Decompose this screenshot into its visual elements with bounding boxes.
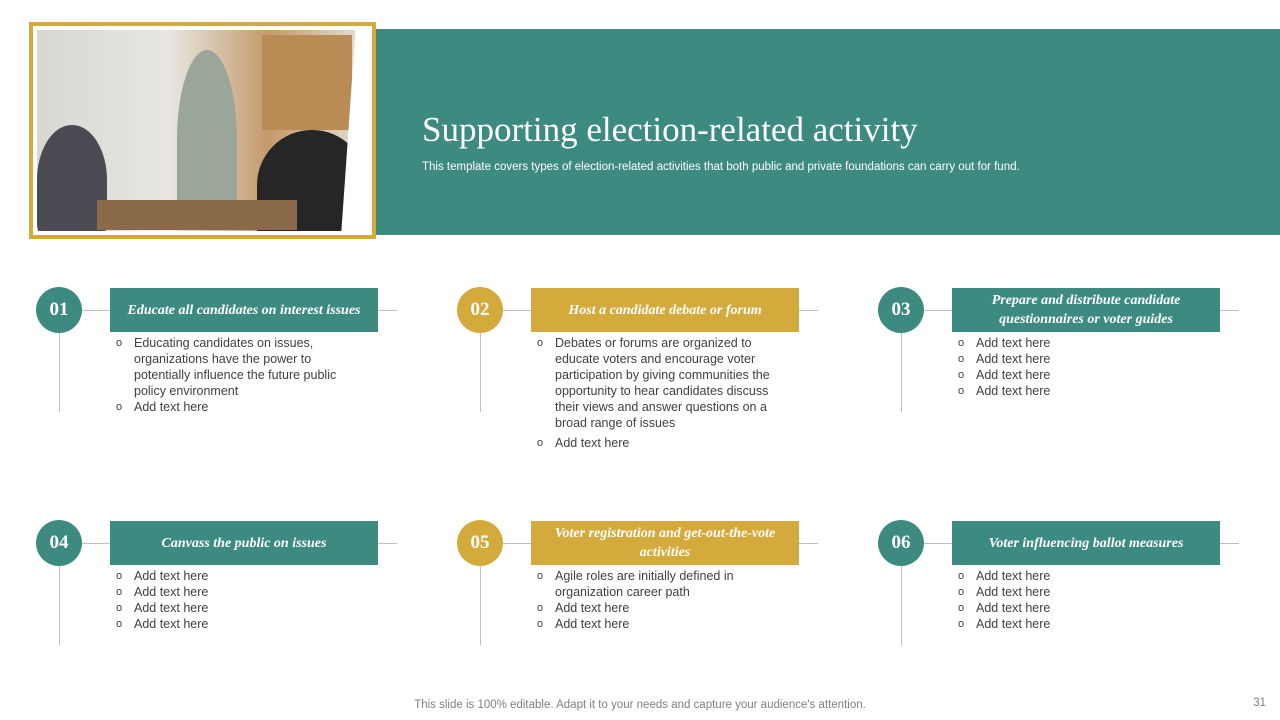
card-title: Voter registration and get-out-the-vote activities [531, 521, 799, 565]
page-title: Supporting election-related activity [422, 110, 918, 149]
step-number-badge: 01 [36, 287, 82, 333]
bullet-item: o Add text here [116, 584, 356, 600]
activity-card-05 [451, 513, 851, 693]
timeline-line [480, 333, 481, 412]
bullet-list [537, 335, 777, 451]
bullet-item: o Add text here [958, 616, 1198, 632]
bullet-item: o Educating candidates on issues, organizations have the power to potentially influence the future public policy environment [116, 335, 356, 399]
bullet-item: o Add text here [537, 435, 777, 451]
page-number: 31 [1253, 697, 1266, 709]
step-number-badge: 06 [878, 520, 924, 566]
bullet-item: o Add text here [958, 335, 1198, 351]
bullet-list [958, 335, 1198, 399]
footer-note: This slide is 100% editable. Adapt it to your needs and capture your audience's attention. [414, 699, 866, 711]
timeline-line [480, 566, 481, 645]
bullet-item: o Add text here [116, 568, 356, 584]
step-number-badge: 05 [457, 520, 503, 566]
activity-card-06 [872, 513, 1272, 693]
bullet-item: o Add text here [958, 351, 1198, 367]
step-number-badge: 02 [457, 287, 503, 333]
meeting-photo [29, 22, 376, 239]
bullet-item: o Add text here [958, 584, 1198, 600]
page-subtitle: This template covers types of election-related activities that both public and private foundations can carry out for fund. [422, 161, 1020, 173]
activity-card-04 [30, 513, 430, 693]
card-title: Canvass the public on issues [110, 521, 378, 565]
activity-card-03 [872, 280, 1272, 460]
bullet-list [958, 568, 1198, 632]
bullet-list [116, 335, 356, 415]
bullet-item: o Agile roles are initially defined in organization career path [537, 568, 777, 600]
bullet-item: o Debates or forums are organized to educate voters and encourage voter participation by giving communities the opportunity to hear candidates discuss their views and answer questions on a broad range of issues [537, 335, 777, 431]
timeline-line [901, 333, 902, 412]
card-title: Educate all candidates on interest issues [110, 288, 378, 332]
activity-card-01 [30, 280, 430, 460]
card-title: Host a candidate debate or forum [531, 288, 799, 332]
timeline-line [59, 333, 60, 412]
bullet-item: o Add text here [537, 616, 777, 632]
bullet-list [116, 568, 356, 632]
bullet-item: o Add text here [116, 616, 356, 632]
bullet-item: o Add text here [116, 600, 356, 616]
timeline-line [901, 566, 902, 645]
step-number-badge: 03 [878, 287, 924, 333]
card-title: Prepare and distribute candidate questionnaires or voter guides [952, 288, 1220, 332]
bullet-item: o Add text here [537, 600, 777, 616]
bullet-item: o Add text here [958, 383, 1198, 399]
bullet-item: o Add text here [958, 568, 1198, 584]
bullet-item: o Add text here [116, 399, 356, 415]
timeline-line [59, 566, 60, 645]
step-number-badge: 04 [36, 520, 82, 566]
card-title: Voter influencing ballot measures [952, 521, 1220, 565]
bullet-item: o Add text here [958, 600, 1198, 616]
activity-card-02 [451, 280, 851, 460]
bullet-item: o Add text here [958, 367, 1198, 383]
bullet-list [537, 568, 777, 632]
